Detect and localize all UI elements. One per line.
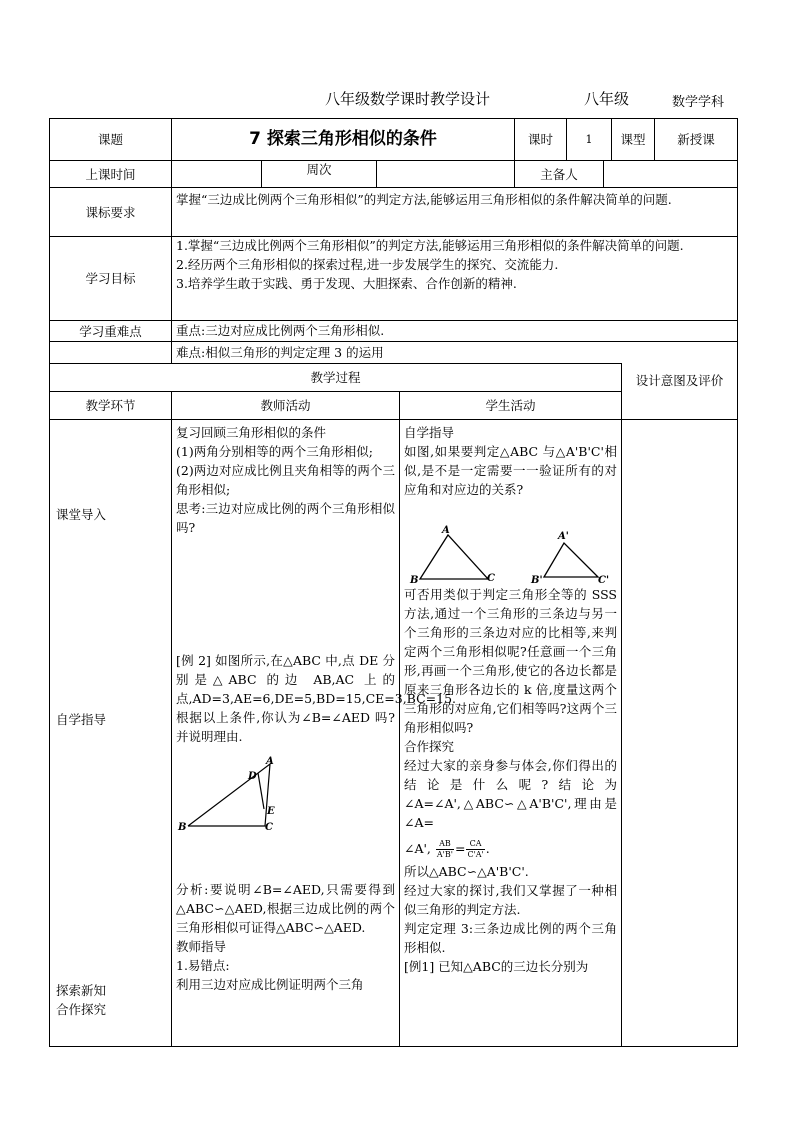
coop-title: 合作探究 [404, 739, 455, 754]
label-a: A [266, 756, 274, 767]
key-point: 重点:三边对应成比例两个三角形相似. [176, 323, 385, 338]
class-time-label: 上课时间 [85, 166, 136, 182]
stage-intro: 课堂导入 [56, 507, 107, 522]
document-title: 八年级数学课时教学设计 [325, 90, 491, 108]
stage-self-study: 自学指导 [56, 712, 107, 727]
grade-label: 八年级 [584, 90, 630, 108]
label-c-prime: C' [598, 575, 610, 586]
week-label: 周次 [306, 162, 332, 177]
think-question: 思考:三边对应成比例的两个三角形相似吗? [176, 501, 395, 535]
lesson-topic: 7 探索三角形相似的条件 [249, 129, 437, 149]
triangle-abc [420, 535, 488, 579]
fraction-den: C'A' [467, 850, 484, 859]
fraction-num: AB [436, 839, 454, 850]
label-b: B [178, 822, 187, 833]
standard-label: 课标要求 [85, 204, 136, 220]
discussion-text: 经过大家的探讨,我们又掌握了一种相似三角形的判定方法. [404, 883, 617, 917]
fraction-ca [466, 839, 484, 860]
keypoints-label: 学习重难点 [79, 323, 142, 339]
ratio-prefix: ∠A', [404, 841, 431, 856]
teacher-review [172, 423, 399, 537]
question: 如图,如果要判定△ABC 与△A'B'C'相似,是不是一定需要一一验证所有的对应角和对应边的关系? [404, 444, 617, 497]
example-2: [例 2] 如图所示,在△ABC 中,点 DE 分别是△ABC 的边 AB,AC 上的点,AD=3,AE=6,DE=5,BD=15,CE=3,BC=15.根据以上条件,你认为∠B=∠AED 吗?并说明理由. [176, 653, 457, 744]
objectives-list [172, 236, 737, 293]
triangle-figures [404, 523, 618, 587]
stage-cooperate: 合作探究 [56, 1002, 107, 1017]
equals-sign: = [454, 841, 466, 856]
objectives-label: 学习目标 [85, 271, 136, 286]
stage-explore: 探索新知 [56, 983, 107, 998]
ratio-end: . [485, 841, 490, 856]
triangle-abc-prime [544, 543, 598, 577]
triangle-figure-ade [172, 752, 292, 837]
col-teacher: 教师活动 [260, 398, 311, 413]
col-student: 学生活动 [485, 398, 536, 413]
lesson-type: 新授课 [677, 132, 715, 147]
objective-item: 3.培养学生敢于实践、勇于发现、大胆探索、合作创新的精神. [176, 276, 517, 291]
period-value: 1 [585, 133, 593, 146]
self-title: 自学指导 [404, 425, 455, 440]
subject-label: 数学学科 [672, 95, 725, 110]
theorem-text: 判定定理 3:三条边成比例的两个三角形相似. [404, 921, 617, 955]
review-title: 复习回顾三角形相似的条件 [176, 425, 327, 440]
topic-label: 课题 [97, 132, 123, 147]
label-d: D [248, 771, 257, 782]
objective-item: 1.掌握“三边成比例两个三角形相似”的判定方法,能够运用三角形相似的条件解决简单的问题. [176, 238, 684, 253]
idea-text: 可否用类似于判定三角形全等的 SSS 方法,通过一个三角形的三条边与另一个三角形的三条边对应的比相等,来判定两个三角形相似呢?任意画一个三角形,再画一个三角形,使它的各边长都是原来三角形各边长的 k 倍,度量这两个三角形的对应角,它们相等吗?这两个三角形相似吗? [404, 587, 617, 735]
fraction-num: CA [466, 839, 484, 850]
label-e: E [267, 806, 275, 817]
analysis-text: 分析:要说明∠B=∠AED,只需要得到△ABC∽△AED,根据三边成比例的两个三角形相似可证得△ABC∽△AED. [176, 882, 395, 935]
fraction-den: A'B' [436, 850, 453, 859]
conclusion-text: 经过大家的亲身参与体会,你们得出的结论是什么呢?结论为∠A=∠A',△ABC∽△A'B'C',理由是∠A= [404, 758, 617, 830]
mistake-title: 1.易错点: [176, 958, 230, 973]
fraction-ab [436, 839, 454, 860]
label-b: B [410, 575, 419, 586]
label-c: C [265, 822, 273, 833]
label-a-prime: A' [558, 531, 569, 542]
guide-title: 教师指导 [176, 939, 227, 954]
standard-text: 掌握“三边成比例两个三角形相似”的判定方法,能够运用三角形相似的条件解决简单的问题. [176, 192, 672, 207]
mistake-text: 利用三边对应成比例证明两个三角 [176, 977, 364, 992]
label-a: A [442, 525, 450, 536]
period-label: 课时 [527, 132, 553, 147]
preparer-label: 主备人 [540, 166, 578, 182]
process-label: 教学过程 [310, 370, 361, 385]
design-label: 设计意图及评价 [635, 373, 724, 388]
segment-de [258, 773, 264, 809]
review-item: (1)两角分别相等的两个三角形相似; [176, 444, 373, 459]
difficult-point: 难点:相似三角形的判定定理 3 的运用 [176, 345, 384, 360]
col-stage: 教学环节 [85, 398, 136, 413]
objective-item: 2.经历两个三角形相似的探索过程,进一步发展学生的探究、交流能力. [176, 257, 559, 272]
type-label: 课型 [620, 132, 646, 147]
ratio-line [404, 838, 617, 860]
example-1: [例1] 已知△ABC的三边长分别为 [404, 959, 589, 974]
analysis [172, 880, 399, 994]
so-text: 所以△ABC∽△A'B'C'. [404, 864, 529, 879]
label-b-prime: B' [531, 575, 543, 586]
student-explore [400, 585, 621, 976]
student-self-study [400, 423, 621, 499]
label-c: C [487, 573, 495, 584]
review-item: (2)两边对应成比例且夹角相等的两个三角形相似; [176, 463, 395, 497]
